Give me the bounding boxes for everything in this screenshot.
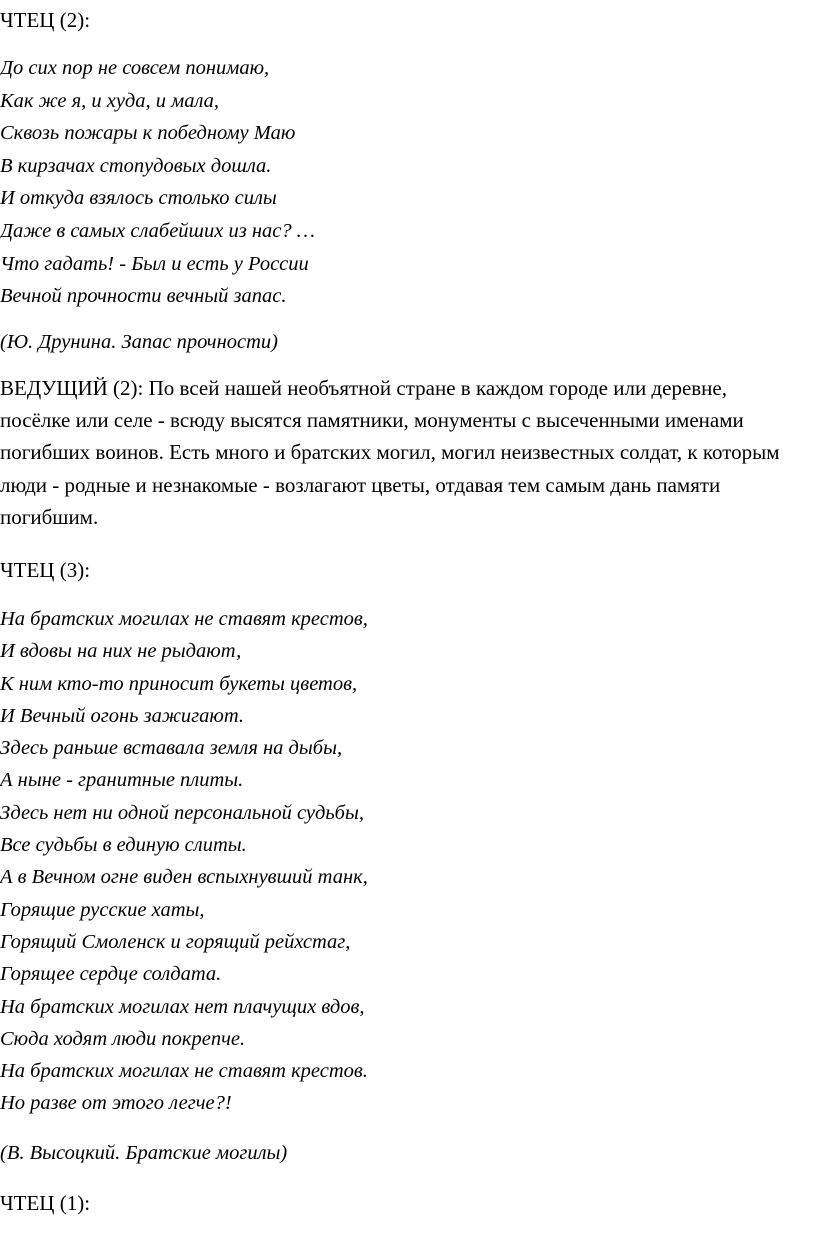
poem-line: На братских могилах не ставят крестов, xyxy=(0,608,368,630)
speaker-label: ВЕДУЩИЙ (2): xyxy=(0,376,144,400)
poem-line: До сих пор не совсем понимаю, xyxy=(0,57,270,79)
speaker-label: ЧТЕЦ (3): xyxy=(0,558,91,582)
poem-line: А в Вечном огне виден вспыхнувший танк, xyxy=(0,866,368,889)
poem-stanza xyxy=(0,52,315,313)
host-text: По всей нашей необъятной стране в каждом городе или деревне, посёлке или селе - всюду высятся памятники, монументы с высеченными именами погибших воинов. Есть много и братских могил, могил неизвестных солдат, к которым люди - родные и незнакомые - возлагают цветы, отдавая тем самым дань памяти погибшим. xyxy=(0,376,780,529)
poem-line: Все судьбы в единую слиты. xyxy=(0,834,247,857)
speaker-label: ЧТЕЦ (1): xyxy=(0,1191,91,1215)
poem-line: И Вечный огонь зажигают. xyxy=(0,704,245,727)
poem-line: И откуда взялось столько силы xyxy=(0,187,277,210)
speaker-label: ЧТЕЦ (2): xyxy=(0,8,91,32)
poem-line: На братских могилах не ставят крестов. xyxy=(0,1060,368,1083)
poem-line: Как же я, и худа, и мала, xyxy=(0,89,220,112)
poem-line: Вечной прочности вечный запас. xyxy=(0,285,287,308)
poem-line: Но разве от этого легче?! xyxy=(0,1092,232,1115)
poem-line: К ним кто-то приносит букеты цветов, xyxy=(0,672,358,695)
poem-line: Горящий Смоленск и горящий рейхстаг, xyxy=(0,930,351,953)
host-paragraph xyxy=(0,372,790,533)
poem-line: На братских могилах нет плачущих вдов, xyxy=(0,995,365,1018)
poem-line: Горящее сердце солдата. xyxy=(0,963,222,986)
poem-line: Что гадать! - Был и есть у России xyxy=(0,252,309,275)
poem-line: Здесь раньше вставала земля на дыбы, xyxy=(0,737,343,760)
poem-line: Горящие русские хаты, xyxy=(0,898,205,921)
poem-line: В кирзачах стопудовых дошла. xyxy=(0,154,272,177)
poem-line: Сквозь пожары к победному Маю xyxy=(0,122,296,145)
poem-source: (В. Высоцкий. Братские могилы) xyxy=(0,1142,288,1164)
poem-line: А ныне - гранитные плиты. xyxy=(0,769,244,792)
poem-stanza xyxy=(0,603,368,1120)
poem-source: (Ю. Друнина. Запас прочности) xyxy=(0,331,278,353)
poem-line: Здесь нет ни одной персональной судьбы, xyxy=(0,801,364,824)
poem-line: Сюда ходят люди покрепче. xyxy=(0,1027,246,1050)
poem-line: И вдовы на них не рыдают, xyxy=(0,640,242,663)
poem-line: Даже в самых слабейших из нас? … xyxy=(0,219,315,242)
